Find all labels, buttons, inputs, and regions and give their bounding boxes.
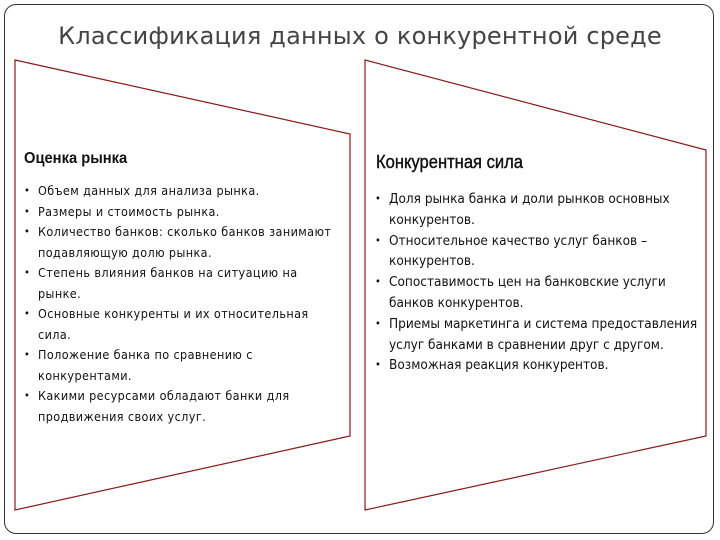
list-item: • Объем данных для анализа рынка.: [24, 181, 344, 202]
right-panel-heading: Конкурентная сила: [376, 152, 524, 172]
list-item: • Размеры и стоимость рынка.: [24, 202, 344, 223]
list-item: • Доля рынка банка и доли рынков основных конкурентов.: [375, 189, 705, 231]
list-item: • Степень влияния банков на ситуацию на рынке.: [24, 263, 344, 304]
right-panel-list: [375, 189, 705, 376]
list-item: • Сопоставимость цен на банковские услуги банков конкурентов.: [375, 272, 705, 314]
list-item: • Основные конкуренты и их относительная сила.: [24, 304, 344, 345]
left-panel-heading: Оценка рынка: [24, 150, 128, 167]
slide-title: Классификация данных о конкурентной среде: [58, 22, 662, 50]
list-item: • Относительное качество услуг банков – конкурентов.: [375, 231, 705, 273]
list-item: • Какими ресурсами обладают банки для продвижения своих услуг.: [24, 386, 344, 427]
list-item: • Возможная реакция конкурентов.: [375, 355, 705, 376]
left-panel-list: [24, 181, 344, 427]
list-item: • Положение банка по сравнению с конкурентами.: [24, 345, 344, 386]
list-item: • Приемы маркетинга и система предоставления услуг банками в сравнении друг с другом.: [375, 314, 705, 356]
list-item: • Количество банков: сколько банков занимают подавляющую долю рынка.: [24, 222, 344, 263]
